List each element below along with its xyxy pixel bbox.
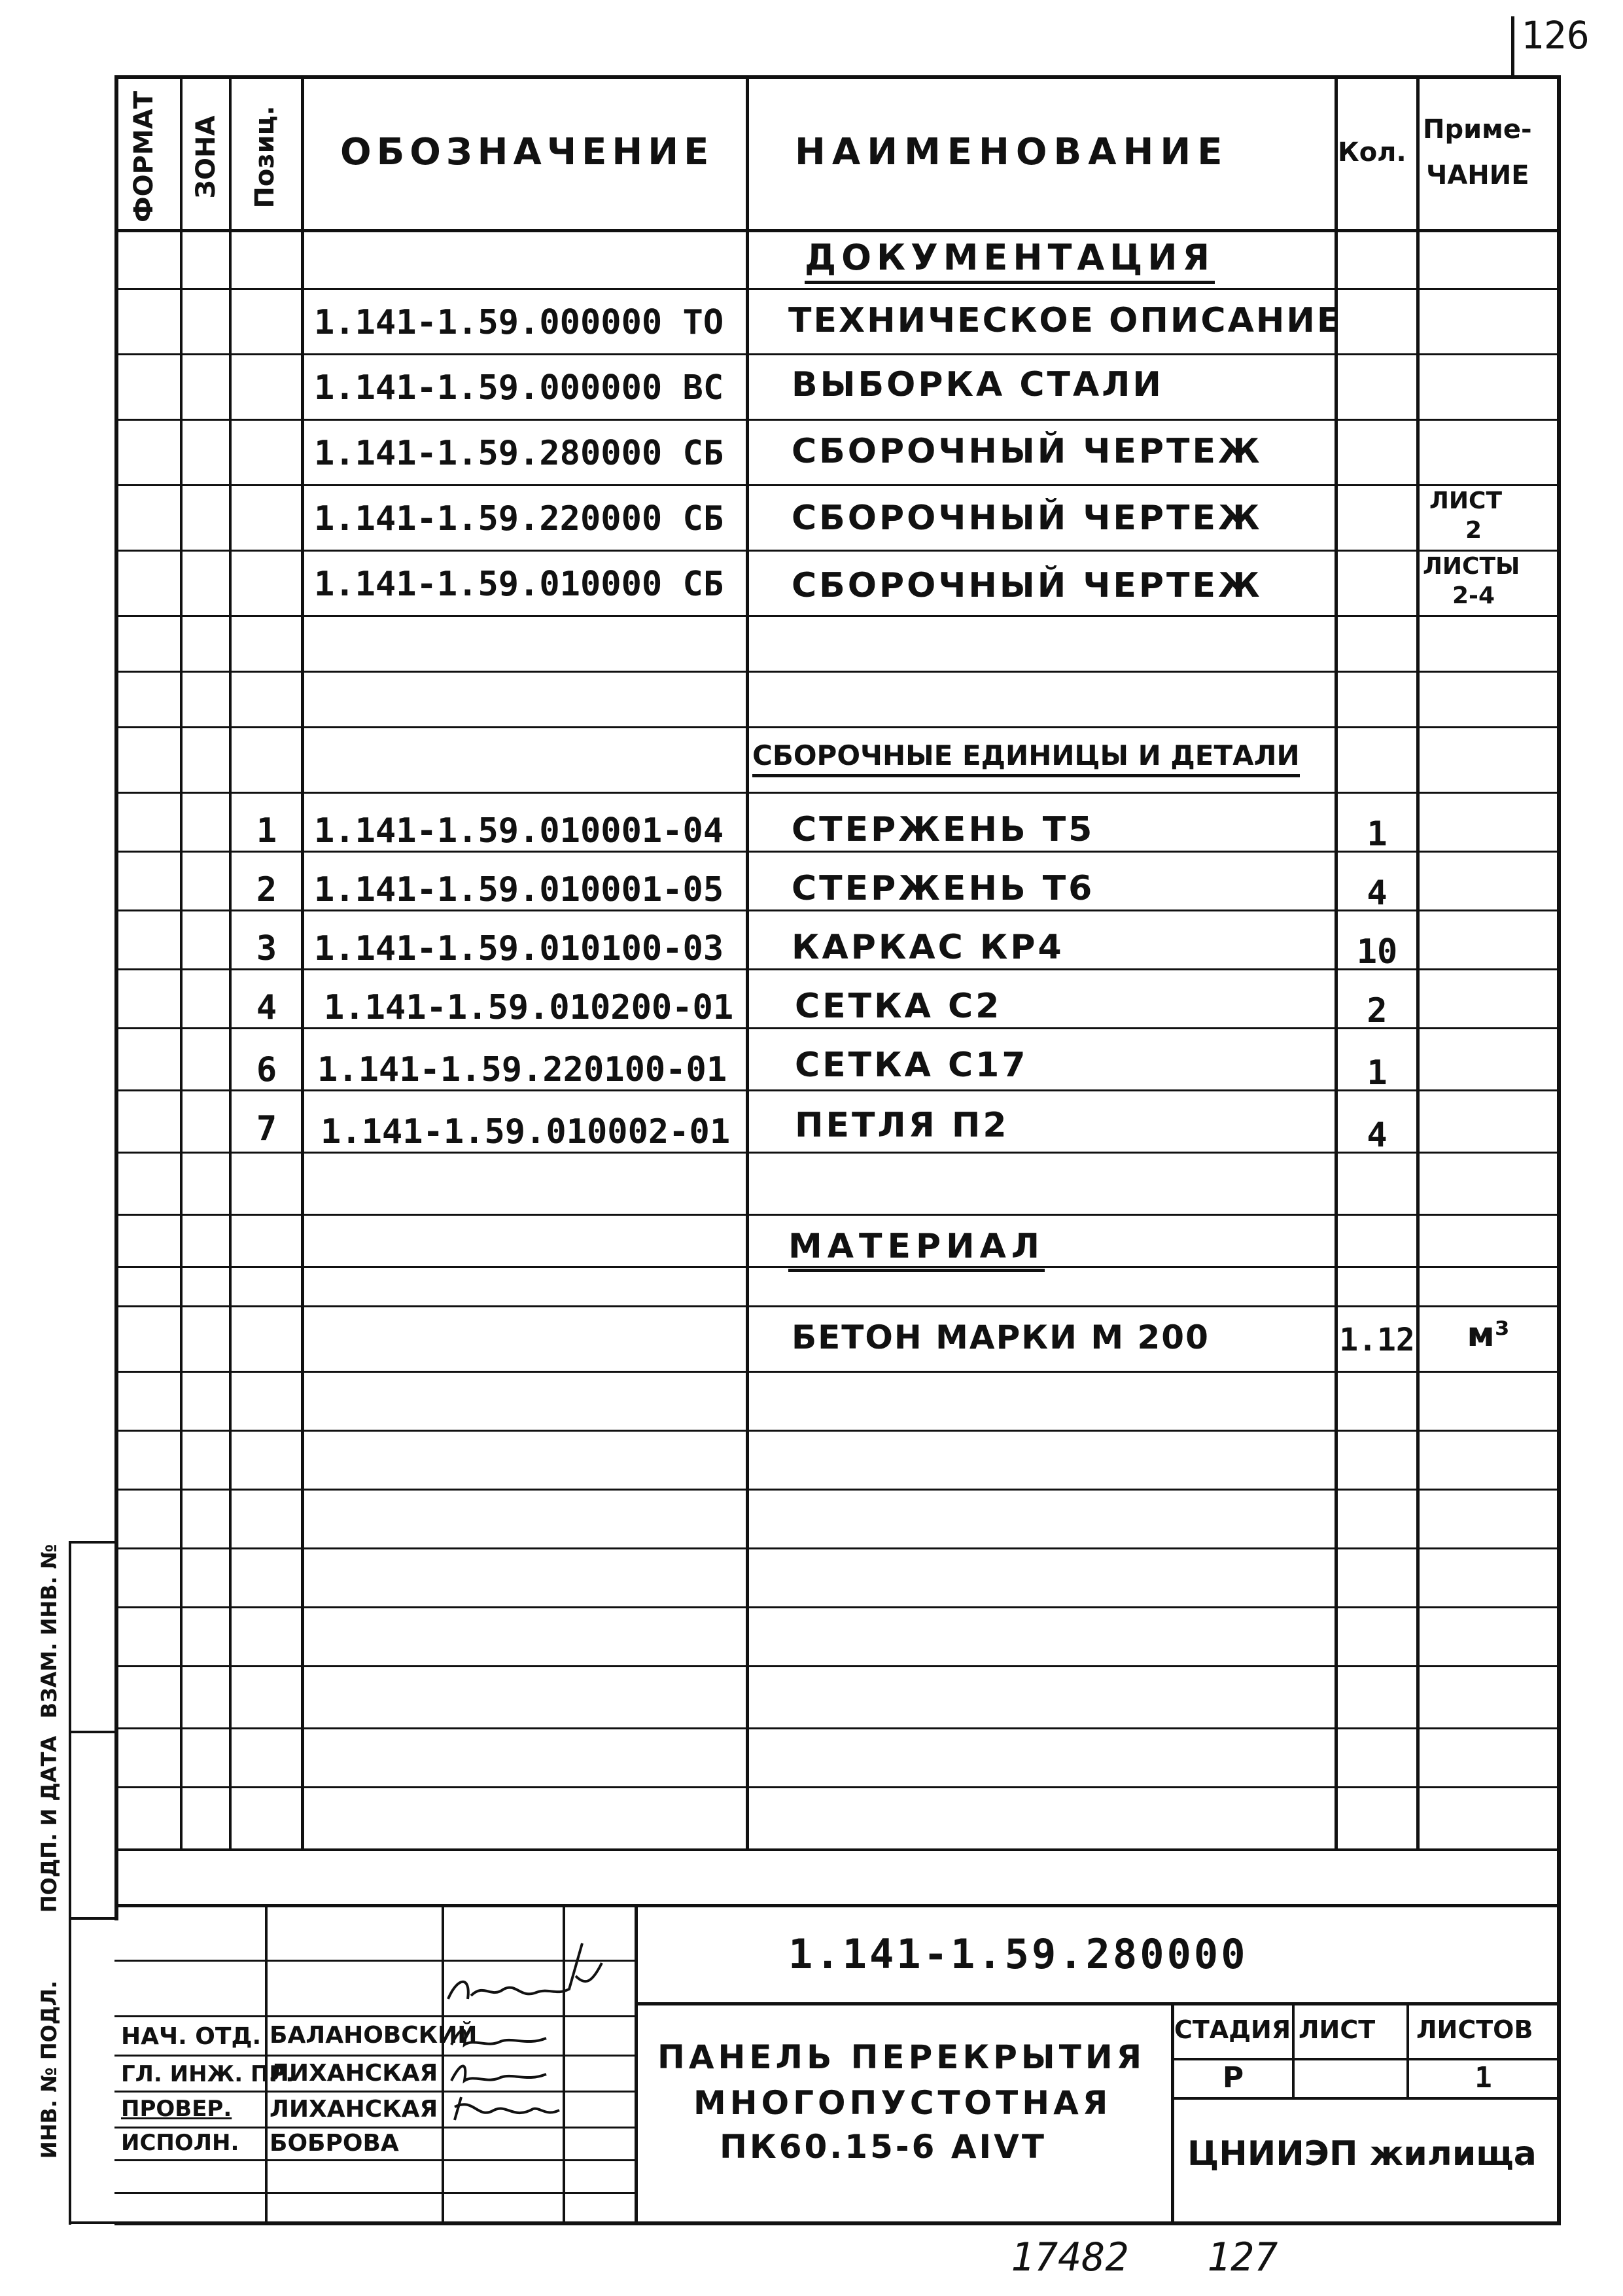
header-note-line1: Приме- <box>1423 115 1532 145</box>
part-qty: 4 <box>1367 874 1387 913</box>
person-name: БАЛАНОВСКИЙ <box>270 2022 478 2049</box>
doc-designation: 1.141-1.59.000000 ВС <box>314 368 724 408</box>
doc-name: СБОРОЧНЫЙ ЧЕРТЕЖ <box>792 566 1263 605</box>
title-line1: ПАНЕЛЬ ПЕРЕКРЫТИЯ <box>657 2038 1146 2076</box>
header-note-line2: ЧАНИЕ <box>1426 160 1529 190</box>
part-qty: 1 <box>1367 1053 1387 1093</box>
drawing-code: 1.141-1.59.280000 <box>788 1930 1248 1978</box>
footer-number-left: 17482 <box>1011 2234 1129 2280</box>
header-position: Позиц. <box>250 105 280 209</box>
sheets-label: ЛИСТОВ <box>1416 2015 1533 2044</box>
part-qty: 1 <box>1367 815 1387 854</box>
part-qty: 10 <box>1356 932 1398 972</box>
part-pos: 6 <box>256 1050 277 1089</box>
doc-note-line1: ЛИСТЫ <box>1423 553 1520 580</box>
page-number: 126 <box>1521 13 1590 58</box>
stage-value: Р <box>1222 2061 1244 2094</box>
signature-icon <box>448 2019 566 2058</box>
part-pos: 4 <box>256 988 277 1027</box>
person-name: ЛИХАНСКАЯ <box>270 2096 438 2123</box>
person-role: НАЧ. ОТД. <box>121 2023 262 2050</box>
part-designation: 1.141-1.59.010001-05 <box>314 870 724 910</box>
organization: ЦНИИЭП жилища <box>1187 2134 1537 2174</box>
signature-icon <box>445 1937 615 2015</box>
part-name: СТЕРЖЕНЬ Т5 <box>792 810 1095 849</box>
part-pos: 7 <box>256 1109 277 1148</box>
doc-note-line2: 2-4 <box>1452 582 1495 609</box>
doc-name: СБОРОЧНЫЙ ЧЕРТЕЖ <box>792 499 1263 538</box>
header-format: ФОРМАТ <box>129 90 159 222</box>
part-name: СЕТКА С2 <box>795 987 1002 1026</box>
part-qty: 4 <box>1367 1116 1387 1155</box>
part-designation: 1.141-1.59.010002-01 <box>321 1112 731 1152</box>
part-qty: 2 <box>1367 991 1387 1031</box>
doc-designation: 1.141-1.59.010000 СБ <box>314 565 724 604</box>
part-designation: 1.141-1.59.010100-03 <box>314 929 724 968</box>
material-unit: м³ <box>1467 1315 1510 1354</box>
section-material: МАТЕРИАЛ <box>788 1227 1045 1272</box>
part-name: СТЕРЖЕНЬ Т6 <box>792 869 1095 908</box>
doc-designation: 1.141-1.59.220000 СБ <box>314 499 724 539</box>
header-zone: ЗОНА <box>191 115 221 199</box>
sheets-value: 1 <box>1475 2061 1492 2094</box>
section-assemblies: СБОРОЧНЫЕ ЕДИНИЦЫ И ДЕТАЛИ <box>752 739 1300 777</box>
part-pos: 3 <box>256 929 277 968</box>
part-designation: 1.141-1.59.010001-04 <box>314 811 724 851</box>
part-name: СЕТКА С17 <box>795 1046 1028 1085</box>
title-line3: ПК60.15-6 АIVТ <box>720 2128 1047 2166</box>
material-qty: 1.12 <box>1339 1322 1415 1358</box>
person-name: БОБРОВА <box>270 2130 399 2157</box>
footer-number-right: 127 <box>1207 2234 1278 2280</box>
doc-name: ВЫБОРКА СТАЛИ <box>792 365 1164 404</box>
doc-note-line1: ЛИСТ <box>1429 487 1503 514</box>
header-qty: Кол. <box>1338 137 1406 168</box>
section-documentation: ДОКУМЕНТАЦИЯ <box>805 237 1215 284</box>
doc-note-line2: 2 <box>1465 517 1482 544</box>
side-label-sign-date: ПОДП. И ДАТА <box>37 1735 61 1913</box>
part-designation: 1.141-1.59.010200-01 <box>324 988 734 1027</box>
person-name: ЛИХАНСКАЯ <box>270 2060 438 2087</box>
material-name: БЕТОН МАРКИ М 200 <box>792 1318 1210 1356</box>
title-line2: МНОГОПУСТОТНАЯ <box>693 2084 1112 2122</box>
part-name: КАРКАС КР4 <box>792 928 1064 967</box>
doc-name: ТЕХНИЧЕСКОЕ ОПИСАНИЕ <box>788 301 1342 340</box>
person-role: ИСПОЛН. <box>121 2130 239 2156</box>
side-label-inv-original: ИНВ. № ПОДЛ. <box>37 1980 61 2159</box>
doc-name: СБОРОЧНЫЙ ЧЕРТЕЖ <box>792 432 1263 471</box>
header-name: НАИМЕНОВАНИЕ <box>795 131 1229 173</box>
part-pos: 1 <box>256 811 277 851</box>
side-label-inv-replace: ВЗАМ. ИНВ. № <box>37 1544 61 1719</box>
stage-label: СТАДИЯ <box>1174 2015 1291 2044</box>
signature-icon <box>448 2055 566 2094</box>
part-pos: 2 <box>256 870 277 910</box>
part-designation: 1.141-1.59.220100-01 <box>317 1050 727 1089</box>
person-role: ПРОВЕР. <box>121 2096 232 2122</box>
part-name: ПЕТЛЯ П2 <box>795 1106 1009 1145</box>
signature-icon <box>448 2091 566 2130</box>
person-role: ГЛ. ИНЖ. ПР. <box>121 2061 294 2087</box>
sheet-label: ЛИСТ <box>1299 2015 1376 2044</box>
doc-designation: 1.141-1.59.280000 СБ <box>314 434 724 473</box>
header-designation: ОБОЗНАЧЕНИЕ <box>340 131 714 173</box>
doc-designation: 1.141-1.59.000000 ТО <box>314 303 724 342</box>
